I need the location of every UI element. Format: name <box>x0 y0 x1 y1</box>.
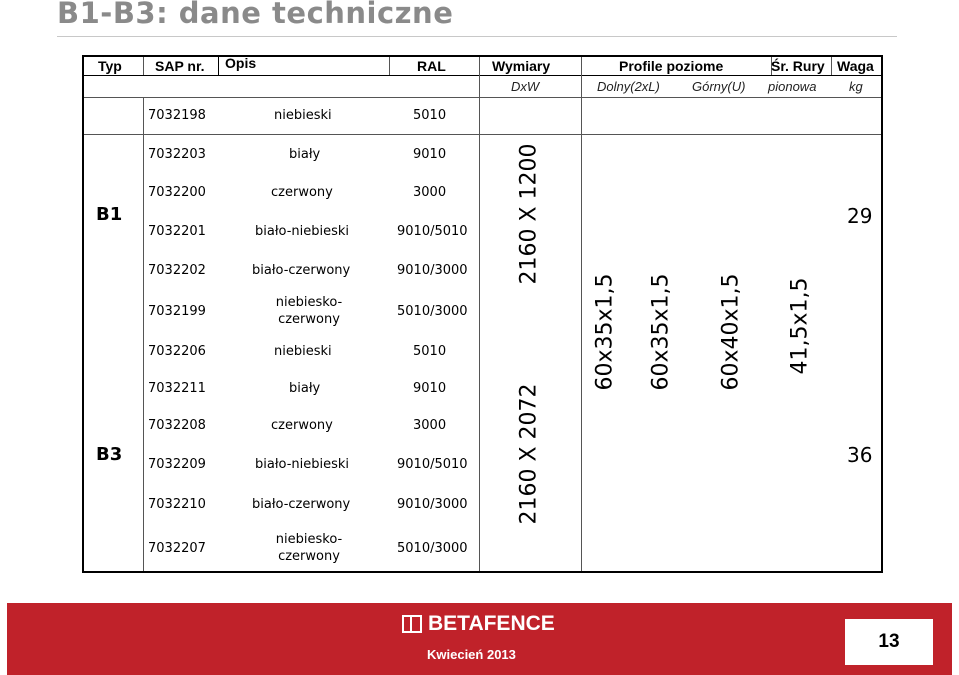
sap-cell: 7032210 <box>148 497 206 512</box>
opis-cell: biały <box>289 147 321 162</box>
footer-date: Kwiecień 2013 <box>427 647 516 662</box>
ral-cell: 5010/3000 <box>397 541 468 556</box>
betafence-logo-icon <box>402 615 422 633</box>
opis-cell <box>264 531 354 565</box>
opis-cell <box>264 294 354 328</box>
header-profile: Profile poziome <box>619 58 724 74</box>
sub-gorny: Górny(U) <box>692 79 746 94</box>
opis-cell: biało-czerwony <box>252 263 351 278</box>
sub-dolny: Dolny(2xL) <box>597 79 660 94</box>
header-typ: Typ <box>98 58 122 74</box>
sap-cell: 7032206 <box>148 344 206 359</box>
title-divider <box>57 36 897 37</box>
sub-rury: pionowa <box>768 79 817 94</box>
dim-b1: 2160 X 1200 <box>516 143 542 285</box>
sap-cell: 7032201 <box>148 224 206 239</box>
pipe-size: 41,5x1,5 <box>787 277 813 375</box>
header-rury: Śr. Rury <box>771 58 825 74</box>
profile-dolny-2: 60x35x1,5 <box>648 273 674 391</box>
sap-cell: 7032200 <box>148 185 206 200</box>
ral-cell: 9010/3000 <box>397 497 468 512</box>
brand-name: BETAFENCE <box>428 612 555 635</box>
ral-cell: 5010 <box>413 108 447 123</box>
group-b1: B1 <box>96 204 123 225</box>
ral-cell: 5010 <box>413 344 447 359</box>
ral-cell: 9010/3000 <box>397 263 468 278</box>
ral-cell: 3000 <box>413 418 447 433</box>
weight-b3: 36 <box>847 443 873 467</box>
sap-cell: 7032208 <box>148 418 206 433</box>
group-b3: B3 <box>96 444 123 465</box>
ral-cell: 3000 <box>413 185 447 200</box>
header-opis: Opis <box>225 55 257 71</box>
sub-waga: kg <box>849 79 863 94</box>
brand-logo <box>402 612 555 636</box>
sub-wymiary: DxW <box>511 79 540 94</box>
sap-cell: 7032202 <box>148 263 206 278</box>
sap-cell: 7032209 <box>148 457 206 472</box>
ral-cell: 9010/5010 <box>397 224 468 239</box>
sap-cell: 7032199 <box>148 304 206 319</box>
profile-dolny-1: 60x35x1,5 <box>592 273 618 391</box>
ral-cell: 9010 <box>413 381 447 396</box>
opis-cell: niebieski <box>274 344 332 359</box>
opis-line: czerwony <box>278 312 340 327</box>
opis-cell: biały <box>289 381 321 396</box>
header-wymiary: Wymiary <box>492 58 551 74</box>
opis-line: czerwony <box>278 549 340 564</box>
page-number: 13 <box>845 619 933 665</box>
opis-cell: niebieski <box>274 108 332 123</box>
opis-cell: biało-niebieski <box>255 224 350 239</box>
weight-b1: 29 <box>847 204 873 228</box>
opis-cell: czerwony <box>271 185 333 200</box>
profile-gorny: 60x40x1,5 <box>718 273 744 391</box>
header-waga: Waga <box>837 58 874 74</box>
ral-cell: 5010/3000 <box>397 304 468 319</box>
opis-cell: biało-czerwony <box>252 497 351 512</box>
ral-cell: 9010/5010 <box>397 457 468 472</box>
opis-cell: czerwony <box>271 418 333 433</box>
ral-cell: 9010 <box>413 147 447 162</box>
opis-line: niebiesko- <box>275 295 343 310</box>
sap-cell: 7032207 <box>148 541 206 556</box>
header-sap: SAP nr. <box>155 58 205 74</box>
sap-cell: 7032211 <box>148 381 206 396</box>
opis-line: niebiesko- <box>275 532 343 547</box>
header-ral: RAL <box>417 58 446 74</box>
spec-table <box>82 55 883 573</box>
page-title: B1-B3: dane techniczne <box>57 0 454 30</box>
dim-b3: 2160 X 2072 <box>516 383 542 525</box>
opis-cell: biało-niebieski <box>255 457 350 472</box>
sap-cell: 7032203 <box>148 147 206 162</box>
sap-cell: 7032198 <box>148 108 206 123</box>
